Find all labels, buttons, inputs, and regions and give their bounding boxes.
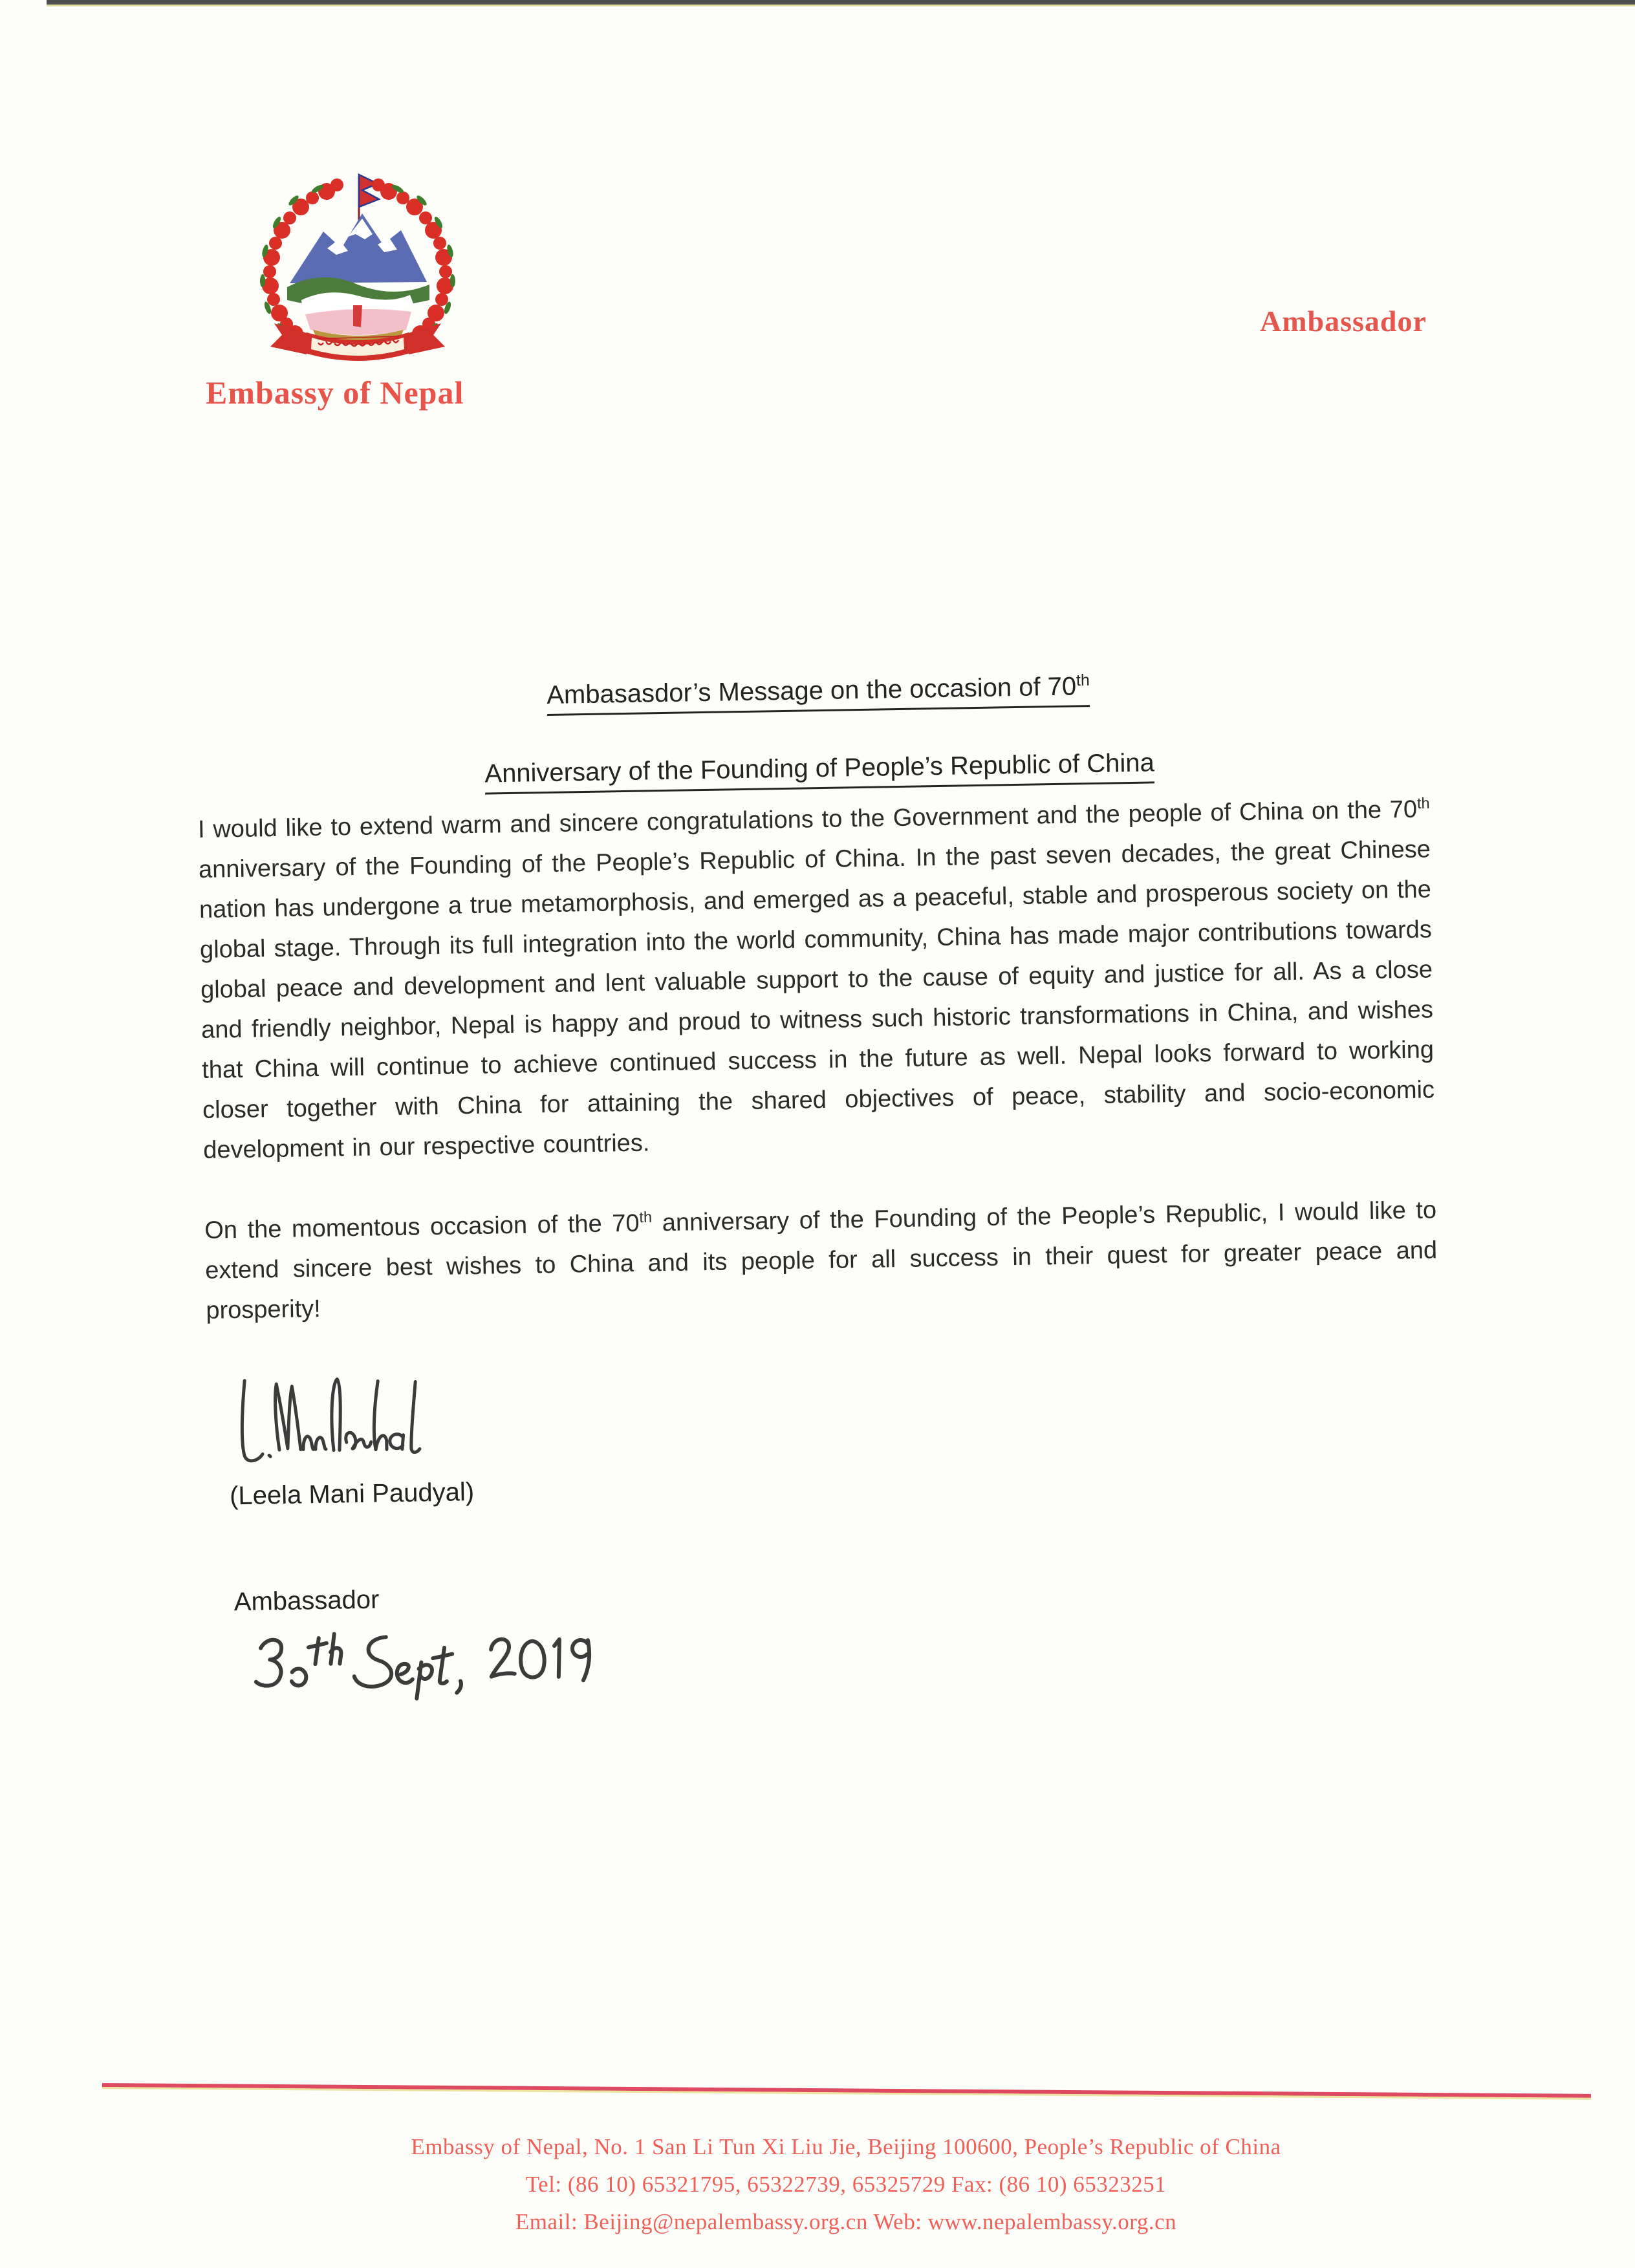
footer-address: Embassy of Nepal, No. 1 San Li Tun Xi Liu Jie, Beijing 100600, People’s Republic of China: [411, 2134, 1281, 2159]
paragraph-1-text-a: I would like to extend warm and sincere congratulations to the Government and the people of China on the 70: [197, 795, 1418, 843]
nepal-emblem-svg: [251, 167, 464, 380]
title-line2-text: Anniversary of the Founding of People’s Republic of China: [484, 748, 1154, 794]
nepal-coat-of-arms-icon: [251, 167, 464, 380]
footer-email-web: Email: Beijing@nepalembassy.org.cn Web: www.nepalembassy.org.cn: [515, 2209, 1177, 2234]
signatory-name: (Leela Mani Paudyal): [229, 1478, 475, 1511]
letter-body-block: [195, 652, 1458, 1740]
embassy-name: Embassy of Nepal: [206, 374, 464, 411]
paragraph-1: [198, 789, 1436, 1171]
paragraph-2: [204, 1190, 1438, 1331]
paragraph-2-text-a: On the momentous occasion of the 70: [204, 1209, 640, 1244]
scan-artifact-top-edge: [47, 0, 1635, 5]
title-line1-superscript: th: [1076, 671, 1090, 690]
paragraph-2-text-b: anniversary of the Founding of the People’s Republic, I would like to extend sincere best wishes to China and its people for all success in their quest for greater peace and prosperity!: [204, 1196, 1438, 1324]
title-line1-text: Ambasasdor’s Message on the occasion of 70: [546, 672, 1077, 709]
scan-artifact-top-fringe: [47, 5, 1635, 6]
signatory-role: Ambassador: [233, 1585, 380, 1617]
paragraph-1-text-b: anniversary of the Founding of the People’s Republic of China. In the past seven decades, the great Chinese nation has undergone a true metamorphosis, and emerged as a peaceful, stable and prosperous society on the global stage. Through its full integration into the world community, China has made major contributions towards global peace and development and lent valuable support to the cause of equity and justice for all. As a close and friendly neighbor, Nepal is happy and proud to witness such historic transformations in China, and wishes that China will continue to achieve continued success in the future as well. Nepal looks forward to working closer together with China for attaining the shared objectives of peace, stability and socio-economic development in our respective countries.: [198, 836, 1435, 1164]
handwritten-date: [246, 1605, 610, 1721]
letter-title-line2: [197, 744, 1442, 794]
footer-phone-fax: Tel: (86 10) 65321795, 65322739, 65325729 Fax: (86 10) 65323251: [525, 2172, 1167, 2197]
paragraph-2-superscript: th: [639, 1208, 653, 1226]
letter-title-line1: [195, 666, 1440, 716]
corner-title-ambassador: Ambassador: [1260, 305, 1427, 338]
signature-scribble: [234, 1355, 495, 1489]
paragraph-1-superscript: th: [1416, 794, 1430, 812]
